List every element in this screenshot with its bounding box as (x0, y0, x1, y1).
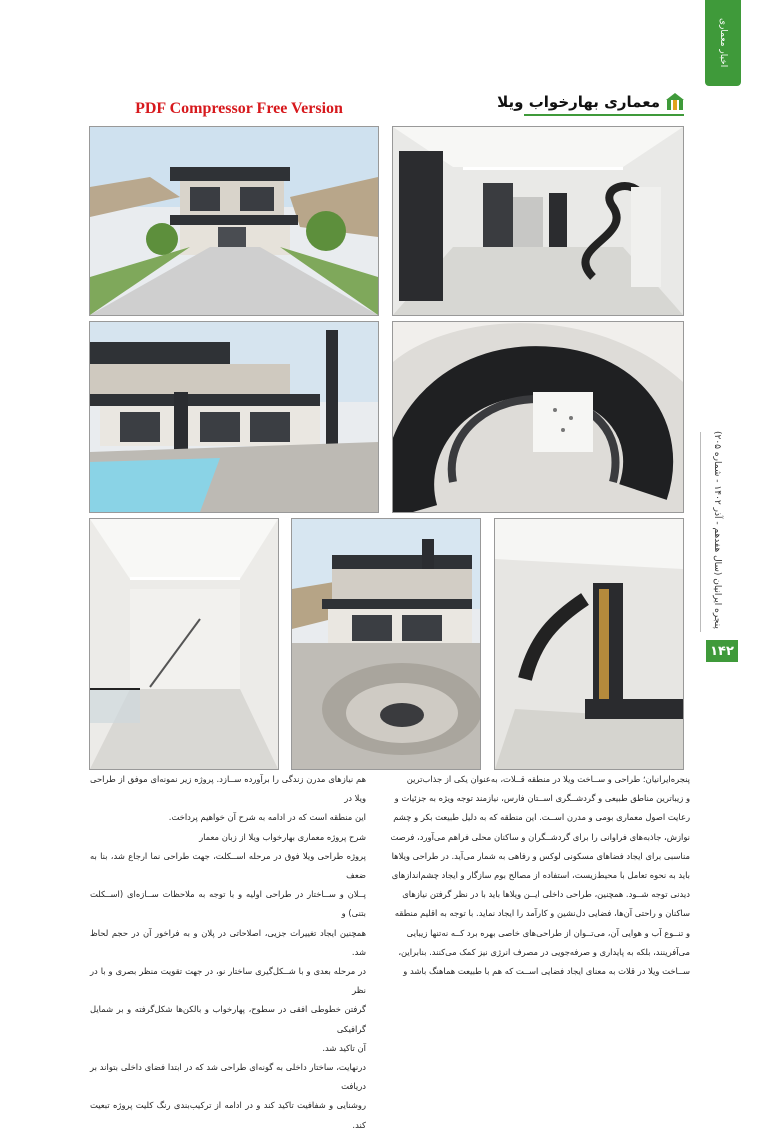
body-line: می‌آفرینند، بلکه به پایداری و صرفه‌جویی در مصرف انرژی نیز کمک می‌کنند. بنابراین، (398, 946, 690, 957)
body-line: پروژه طراحی ویلا فوق در مرحله اســکلت، جهت طراحی نما ارجاع شد، بنا به ضعف (90, 850, 366, 881)
photo-interior-white-hall (89, 518, 279, 770)
photo-villa-exterior-front (89, 126, 379, 316)
body-line: رعایت اصول معماری بومی و مدرن اســت. این منطقه که به دلیل طبیعت بکر و چشم (393, 812, 690, 823)
body-line: ســاخت ویلا در قلات به معنای ایجاد فضایی اســت که هم با طبیعت هماهنگ باشد و (403, 966, 690, 977)
body-line: آن تاکید شد. (322, 1042, 366, 1053)
section-tab-label: اخبار معماری (718, 18, 728, 68)
body-column-right (386, 770, 690, 977)
body-line: دیدنی توجه شــود. همچنین، طراحی داخلی ایــن ویلاها باید با در نظر گرفتن نیازهای (402, 889, 690, 900)
page-title: معماری بهارخواب ویلا (497, 93, 660, 111)
title-underline (524, 114, 684, 116)
body-line: پنجره‌ایرانیان؛ طراحی و ســاخت ویلا در منطقه قــلات، به‌عنوان یکی از جذاب‌ترین (406, 774, 690, 784)
body-line: و زیباترین مناطق طبیعی و گردشــگری اســتان فارس، نیازمند توجه ویژه به جزئیات و (394, 793, 690, 804)
photo-interior-hall-staircase (392, 126, 684, 316)
body-subheading: شرح پروژه معماری بهارخواب ویلا از زبان معمار (199, 831, 366, 842)
body-line: هم نیازهای مدرن زندگی را برآورده ســازد. پروژه زیر نمونه‌ای موفق از طراحی ویلا در (90, 774, 366, 804)
photo-spiral-staircase-top (392, 321, 684, 513)
magazine-issue-label: پنجره ایرانیان (سال هفدهم - آذر ۱۴۰۲ - شماره ۲۰۵) (712, 431, 722, 629)
article-title-row (497, 91, 684, 113)
body-line: مناسبی برای ایجاد فضاهای مسکونی لوکس و رفاهی به شمار می‌آید. در طراحی ویلاها (391, 850, 690, 861)
photo-villa-sunken-firepit (291, 518, 481, 770)
body-line: پــلان و ســاختار در طراحی اولیه و با توجه به ملاحظات ســازه‌ای (اســکلت بتنی) و (90, 889, 366, 919)
watermark-text: PDF Compressor Free Version (135, 100, 343, 117)
photo-interior-staircase-corner (494, 518, 684, 770)
body-line: ساکنان و راحتی آن‌ها، فضایی دل‌نشین و کارآمد را ایجاد نماید. با توجه به اقلیم منطقه (394, 908, 690, 919)
body-line: همچنین ایجاد تغییرات جزیی، اصلاحاتی در پلان و به فراخور آن در حجم لحاظ شد. (90, 927, 366, 957)
body-line: در مرحله بعدی و با شــکل‌گیری ساختار نو، در جهت تقویت منظر بصری و با در نظر (90, 966, 366, 996)
page-number: ۱۴۲ (706, 640, 738, 662)
body-line: روشنایی و شفافیت تاکید کند و در ادامه از ترکیب‌بندی رنگ کلیت پروژه تبعیت کند. (90, 1100, 366, 1130)
body-column-left (90, 770, 366, 1130)
body-line: و تنــوع آب و هوایی آن، می‌تــوان از طراحی‌های خاصی بهره برد کــه نه‌تنها زیبایی (406, 927, 690, 938)
building-icon (666, 93, 684, 111)
body-line: گرفتن خطوطی افقی در سطوح، پهارخواب و بالکن‌ها شکل‌گرفته و بر شمایل گرافیکی (90, 1004, 366, 1034)
photo-villa-exterior-pool (89, 321, 379, 513)
body-line: این منطقه است که در ادامه به شرح آن خواهیم پرداخت. (168, 812, 366, 823)
body-line: باید به نحوه تعامل با محیط‌زیست، استفاده از مصالح بوم سازگار و ایجاد چشم‌اندازهای (391, 870, 690, 881)
body-line: درنهایت، ساختار داخلی به گونه‌ای طراحی شد که در ابتدا فضای داخلی بتواند بر دریافت (90, 1062, 366, 1092)
side-rule (700, 432, 701, 632)
body-line: نوازش، جاذبه‌های فراوانی را برای گردشــگران و ساکنان محلی فراهم می‌آورد، فرصت (390, 831, 690, 842)
